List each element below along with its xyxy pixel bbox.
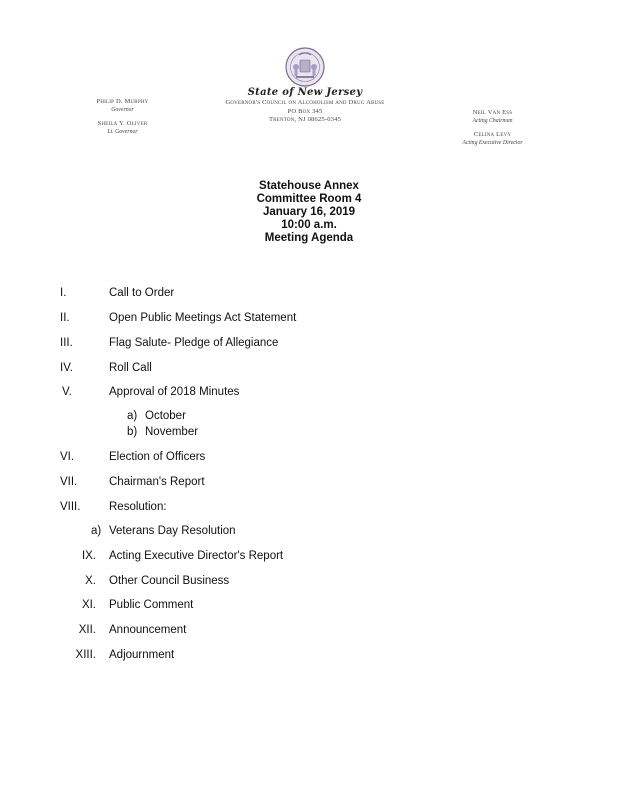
meeting-date: January 16, 2019 [262, 206, 356, 218]
agenda-subitem-letter: a) [91, 525, 102, 537]
director-title: Acting Executive Director [462, 140, 523, 146]
agenda-item-number: IX. [81, 550, 96, 562]
letterhead-left [75, 98, 170, 136]
agenda-item-number: VI. [60, 451, 75, 463]
agenda-item-label: Call to Order [109, 287, 175, 299]
letterhead-right [445, 109, 540, 147]
agenda-item-label: Announcement [109, 624, 187, 636]
agenda-item-label: Other Council Business [109, 575, 230, 587]
lt-governor-title: Lt. Governor [107, 129, 138, 135]
agenda-subitem-label: Veterans Day Resolution [109, 525, 236, 537]
agenda-item-label: Acting Executive Director's Report [109, 550, 284, 562]
city-address: Trenton, NJ 08625-0345 [268, 116, 342, 123]
agenda-item-number: III. [60, 337, 73, 349]
agenda-item-label: Approval of 2018 Minutes [109, 386, 240, 398]
agenda-item-label: Open Public Meetings Act Statement [109, 312, 297, 324]
governor-title: Governor [111, 107, 134, 113]
agenda-subitem-label: November [145, 426, 199, 438]
meeting-header [0, 180, 618, 245]
state-name: State of New Jersey [247, 87, 363, 98]
agenda-title: Meeting Agenda [264, 232, 354, 244]
agenda-item-number: I. [60, 287, 67, 299]
letterhead-address [190, 87, 420, 125]
agenda-item-label: Roll Call [109, 362, 152, 374]
agenda-item-label: Election of Officers [109, 451, 206, 463]
director-name: Celina Levy [473, 131, 512, 138]
agenda-item-number: X. [85, 575, 96, 587]
agenda-item-number: VII. [60, 476, 78, 488]
agenda-item-number: IV. [60, 362, 74, 374]
agenda-item-label: Chairman's Report [109, 476, 205, 488]
po-box: PO Box 345 [287, 107, 323, 115]
meeting-location: Statehouse Annex [259, 180, 359, 192]
agenda-item-number: V. [62, 386, 72, 398]
agenda-item-number: II. [60, 312, 70, 324]
agenda-item-label: Flag Salute- Pledge of Allegiance [109, 337, 279, 349]
agenda-subitem-label: October [145, 410, 186, 422]
state-seal-icon [285, 47, 325, 87]
agenda-item-number: VIII. [60, 501, 81, 513]
agenda-item-label: Resolution: [109, 501, 167, 513]
governor-name: Philip D. Murphy [96, 98, 149, 105]
meeting-time: 10:00 a.m. [281, 219, 337, 231]
chairman-name: Neil Van Ess [472, 109, 513, 116]
chairman-title: Acting Chairman [472, 118, 513, 124]
council-name: Governor's Council on Alcoholism and Drug Abuse [225, 99, 385, 106]
lt-governor-name: Sheila Y. Oliver [97, 120, 148, 127]
agenda-item-number: XI. [81, 599, 96, 611]
meeting-room: Committee Room 4 [256, 193, 362, 205]
agenda-item-number: XIII. [75, 649, 96, 661]
agenda-subitem-letter: b) [127, 426, 138, 438]
agenda-item-label: Adjournment [109, 649, 175, 661]
agenda-subitem-letter: a) [127, 410, 138, 422]
agenda-item-number: XII. [78, 624, 96, 636]
agenda-item-label: Public Comment [109, 599, 194, 611]
